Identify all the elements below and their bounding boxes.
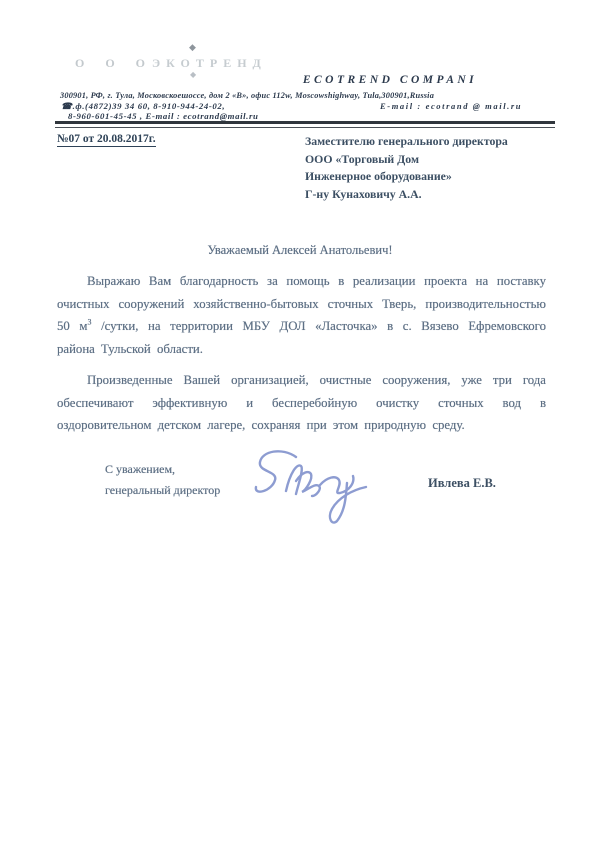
addressee-line: Инженерное оборудование» xyxy=(305,169,452,183)
signer-name: Ивлева Е.В. xyxy=(428,476,496,490)
logo-diamond-icon: ◆ xyxy=(189,42,196,52)
closing-block xyxy=(105,459,220,501)
closing-phrase: С уважением, xyxy=(105,462,176,476)
addressee-line: Заместителю генерального директора xyxy=(305,134,508,148)
addressee-line: ООО «Торговый Дом xyxy=(305,151,419,166)
paragraph-1 xyxy=(57,270,546,360)
paragraph-1-text: Выражаю Вам благодарность за помощь в реализации проекта на поставку очистных сооружений хозяйственно-бытовых сточных Тверь, производительностью 50 м xyxy=(57,274,546,333)
letter-reference-number: №07 от 20.08.2017г. xyxy=(57,133,156,145)
cubic-meter-superscript: 3 xyxy=(87,317,92,327)
paragraph-1-text: /сутки, на территории МБУ ДОЛ «Ласточка» в с. Вязево Ефремовского района Тульской области. xyxy=(57,319,546,356)
logo-diamond-icon: ◆ xyxy=(190,70,197,79)
handwritten-signature xyxy=(248,445,398,535)
paragraph-2: Произведенные Вашей организацией, очистные сооружения, уже три года обеспечивают эффективную и бесперебойную очистку сточных вод в оздоровительном детском лагере, сохраняя при этом природную среду. xyxy=(57,373,546,432)
addressee-line: Г-ну Кунаховичу А.А. xyxy=(305,186,422,201)
salutation: Уважаемый Алексей Анатольевич! xyxy=(207,243,393,257)
company-name-english: ECOTREND COMPANI xyxy=(302,74,478,86)
signer-title: генеральный директор xyxy=(105,483,221,497)
phone-icon: ☎ xyxy=(61,101,73,111)
letter-body xyxy=(57,270,546,446)
company-email: E-mail : ecotrand @ mail.ru xyxy=(380,101,523,111)
header-divider-thick xyxy=(55,121,555,124)
logo-ooo-text: О О О xyxy=(75,56,155,70)
company-address: 300901, РФ, г. Тула, Московскоешоссе, дом 2 «В», офис 112w, Moscowshighway, Tula,300901,Russia xyxy=(60,91,435,100)
header-divider-thin xyxy=(55,127,555,128)
addressee-block xyxy=(305,133,575,203)
phone-numbers: .ф.(4872)39 34 60, 8-910-944-24-02, xyxy=(72,101,226,111)
logo-company-name: ЭКОТРЕНД xyxy=(152,56,267,70)
company-phone-email: 8-960-601-45-45 , E-mail : ecotrand@mail.ru xyxy=(68,111,259,121)
